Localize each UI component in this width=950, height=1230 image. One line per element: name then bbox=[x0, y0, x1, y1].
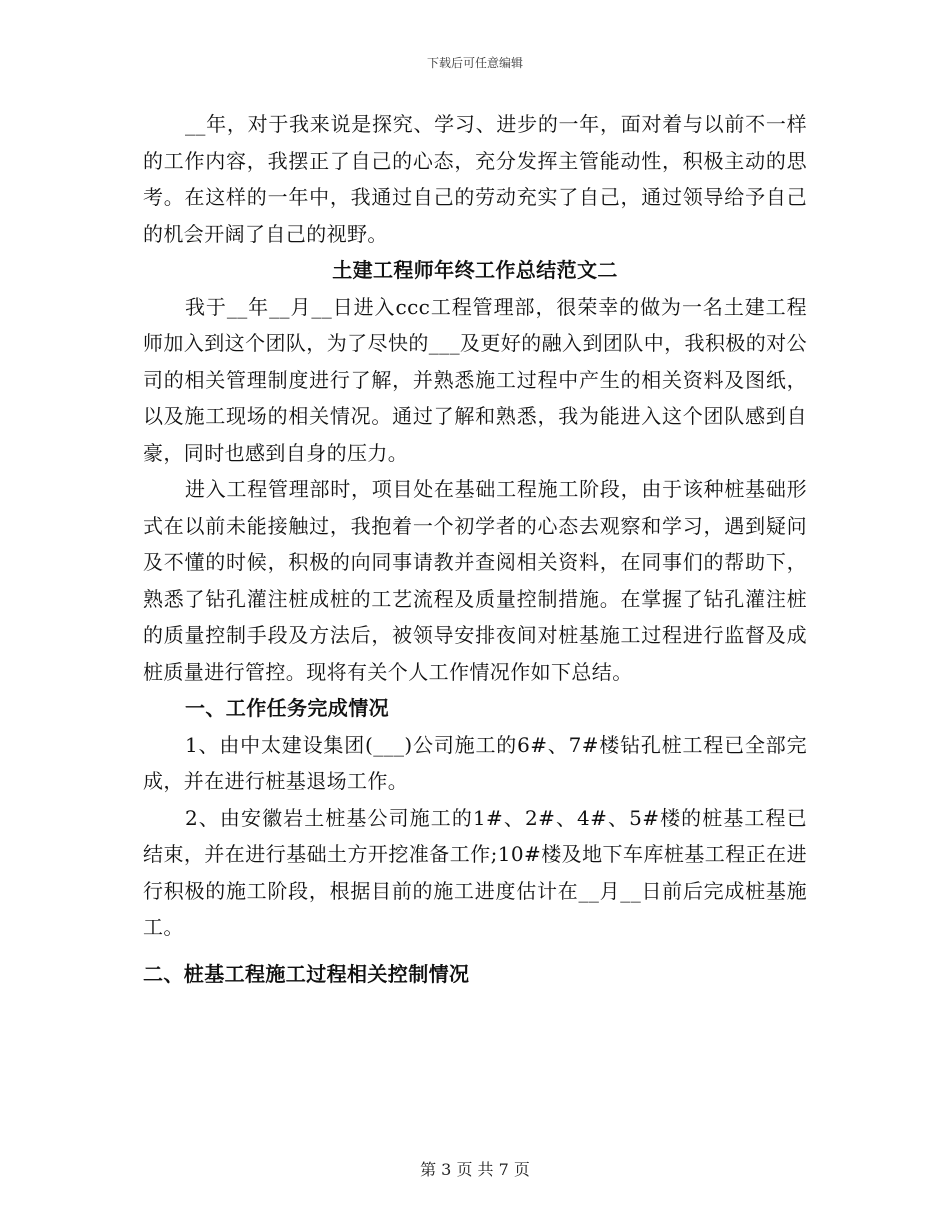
section-1-heading: 一、工作任务完成情况 bbox=[185, 696, 389, 720]
document-title: 土建工程师年终工作总结范文二 bbox=[332, 258, 618, 282]
paragraph-2: 进入工程管理部时，项目处在基础工程施工阶段，由于该种桩基础形式在以前未能接触过，我抱着一个初学者的心态去观察和学习，遇到疑问及不懂的时候，积极的向同事请教并查阅相关资料，在同事们的帮助下，熟悉了钻孔灌注桩成桩的工艺流程及质量控制措施。在掌握了钻孔灌注桩的质量控制手段及方法后，被领导安排夜间对桩基施工过程进行监督及成桩质量进行管控。现将有关个人工作情况作如下总结。 bbox=[143, 477, 807, 684]
section-2-heading: 二、桩基工程施工过程相关控制情况 bbox=[143, 961, 470, 986]
intro-paragraph: __年，对于我来说是探究、学习、进步的一年，面对着与以前不一样的工作内容，我摆正了自己的心态，充分发挥主管能动性，积极主动的思考。在这样的一年中，我通过自己的劳动充实了自己，通过领导给予自己的机会开阔了自己的视野。 bbox=[143, 112, 807, 246]
list-item-1: 1、由中太建设集团(___)公司施工的6#、7#楼钻孔桩工程已全部完成，并在进行桩基退场工作。 bbox=[143, 732, 807, 793]
paragraph-1: 我于__年__月__日进入ccc工程管理部，很荣幸的做为一名土建工程师加入到这个团队，为了尽快的___及更好的融入到团队中，我积极的对公司的相关管理制度进行了解，并熟悉施工过程中产生的相关资料及图纸，以及施工现场的相关情况。通过了解和熟悉，我为能进入这个团队感到自豪，同时也感到自身的压力。 bbox=[143, 294, 807, 465]
list-item-2: 2、由安徽岩土桩基公司施工的1#、2#、4#、5#楼的桩基工程已结束，并在进行基础土方开挖准备工作;10#楼及地下车库桩基工程正在进行积极的施工阶段，根据目前的施工进度估计在__月__日前后完成桩基施工。 bbox=[143, 805, 807, 939]
header-note: 下载后可任意编辑 bbox=[426, 56, 523, 70]
page-indicator: 第 3 页 共 7 页 bbox=[420, 1160, 530, 1179]
document-body bbox=[143, 106, 807, 992]
